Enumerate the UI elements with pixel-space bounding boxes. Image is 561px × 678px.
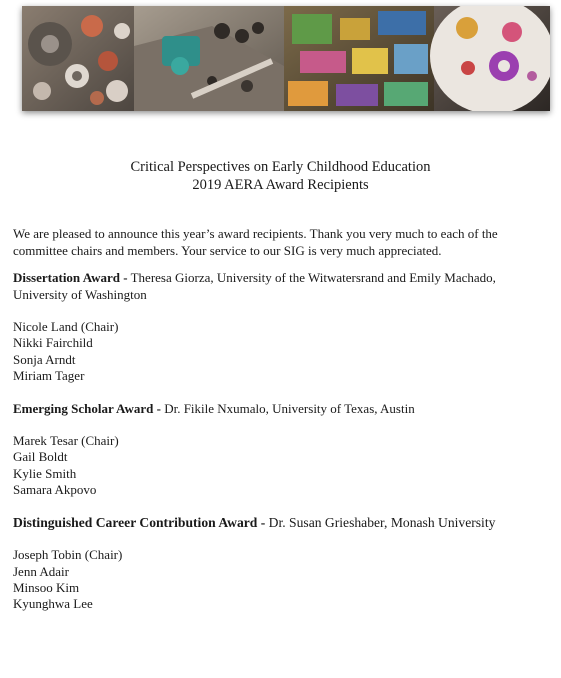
page-title [0, 158, 561, 194]
colorful-craft-materials-collage [284, 6, 434, 111]
document-body [13, 226, 549, 629]
committee-member: Kyunghwa Lee [13, 596, 93, 612]
dissertation-award [13, 270, 549, 303]
intro-paragraph: We are pleased to announce this year’s award recipients. Thank you very much to each of the committee chairs and members. Your service to our SIG is very much appreciated. [13, 226, 498, 258]
distinguished-career-committee [13, 547, 549, 613]
award-title: Emerging Scholar Award - [13, 400, 161, 416]
metal-wheel-parts-collage [134, 6, 284, 111]
committee-member: Nikki Fairchild [13, 335, 93, 351]
award-title: Distinguished Career Contribution Award - [13, 514, 266, 530]
committee-member: Gail Boldt [13, 449, 68, 465]
banner-collage [22, 6, 550, 111]
committee-member: Jenn Adair [13, 563, 69, 579]
painted-plate-collage [430, 6, 550, 111]
committee-member: Minsoo Kim [13, 579, 80, 595]
award-recipients: Dr. Susan Grieshaber, Monash University [265, 514, 496, 530]
award-recipients: Theresa Giorza, University of the Witwatersrand and Emily Machado, University of Washington [13, 270, 496, 302]
committee-member: Miriam Tager [13, 368, 85, 384]
title-line-1: Critical Perspectives on Early Childhood Education [130, 159, 431, 175]
title-line-2: 2019 AERA Award Recipients [192, 177, 369, 193]
emerging-scholar-award [13, 401, 549, 418]
committee-member: Nicole Land (Chair) [13, 319, 119, 334]
header-banner-image [22, 6, 550, 111]
gears-and-pebbles-collage [22, 6, 134, 111]
award-title: Dissertation Award - [13, 270, 128, 285]
distinguished-career-award [13, 515, 549, 532]
dissertation-committee [13, 319, 549, 385]
committee-member: Sonja Arndt [13, 351, 76, 367]
committee-member: Kylie Smith [13, 465, 77, 481]
emerging-scholar-committee [13, 433, 549, 499]
award-recipients: Dr. Fikile Nxumalo, University of Texas, Austin [160, 400, 415, 416]
committee-member: Joseph Tobin (Chair) [13, 547, 123, 563]
committee-member: Marek Tesar (Chair) [13, 433, 119, 449]
committee-member: Samara Akpovo [13, 482, 97, 498]
